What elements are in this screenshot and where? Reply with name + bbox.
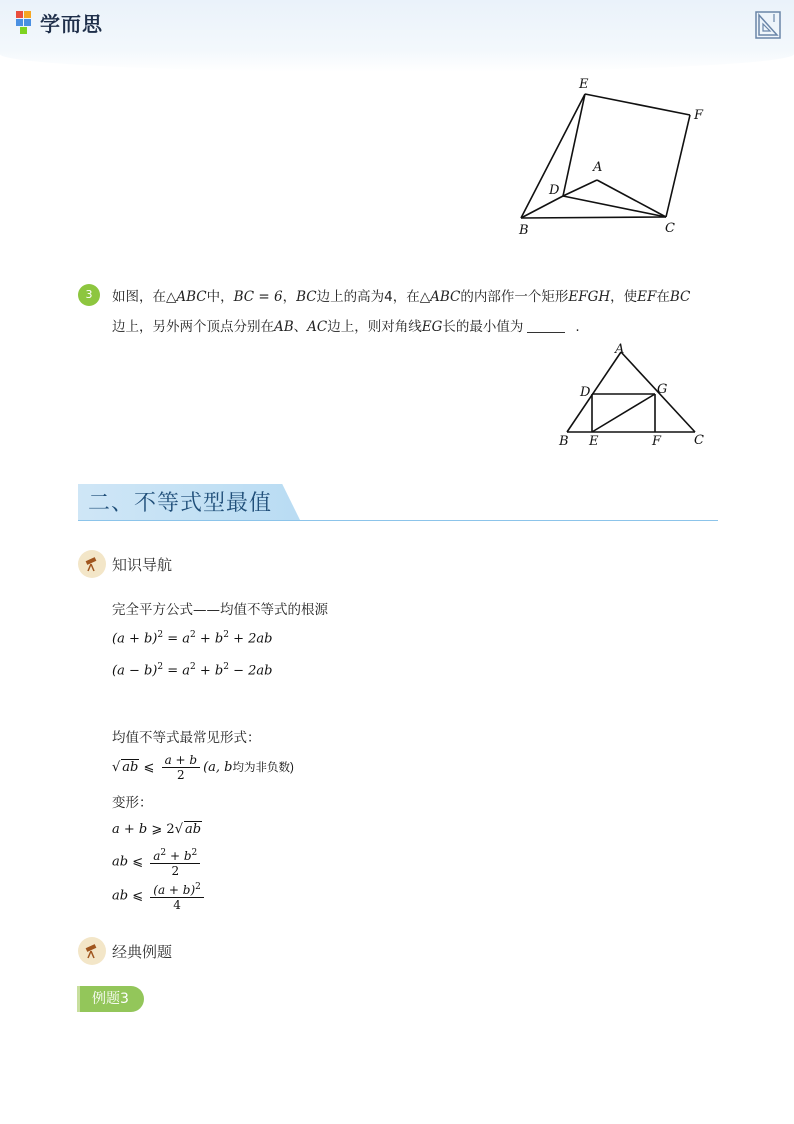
problem-line-1: 如图，在△ABC中，BC = 6，BC边上的高为4，在△ABC的内部作一个矩形EFGH，使EF在BC <box>112 289 691 305</box>
variant-1: a + b ⩾ 2√ ab <box>112 822 202 837</box>
page-header <box>0 0 794 72</box>
problem-3 <box>78 282 718 342</box>
classic-examples-heading: 经典例题 <box>78 937 172 965</box>
inequality-main: √ ab ⩽ $\frac{a + b}{2}$ (a, b均为非负数) <box>112 753 294 782</box>
telescope-icon <box>78 550 106 578</box>
label-E: E <box>579 77 589 92</box>
example-tag: 例题3 <box>78 986 144 1012</box>
label-A: A <box>615 342 625 357</box>
section-banner <box>78 482 718 522</box>
knowledge-intro: 完全平方公式——均值不等式的根源 <box>112 602 328 618</box>
section-title: 二、不等式型最值 <box>88 491 273 516</box>
label-C: C <box>694 433 704 448</box>
label-B: B <box>559 434 569 449</box>
variant-label: 变形： <box>112 795 153 811</box>
problem-line-2: 边上，另外两个顶点分别在AB、AC边上，则对角线EG长的最小值为 . <box>112 319 580 335</box>
ruler-triangle-icon <box>754 10 782 40</box>
label-C: C <box>665 221 675 236</box>
geometry-figure-square <box>500 70 720 245</box>
brand-name: 学而思 <box>40 11 103 36</box>
knowledge-heading: 知识导航 <box>78 550 172 578</box>
problem-number-badge: 3 <box>78 284 100 306</box>
label-D: D <box>549 183 560 198</box>
label-G: G <box>657 382 668 397</box>
brand-logo-icon <box>14 9 36 35</box>
formula-square-sum: $(a + b)^2 = a^2 + b^2 + 2ab$ <box>112 630 273 647</box>
common-form-label: 均值不等式最常见形式： <box>112 730 261 746</box>
label-F: F <box>652 434 662 449</box>
telescope-icon <box>78 937 106 965</box>
label-E: E <box>589 434 599 449</box>
label-A: A <box>593 160 603 175</box>
answer-blank[interactable] <box>527 318 565 333</box>
problem-statement <box>112 282 718 342</box>
brand-logo <box>14 8 103 36</box>
formula-square-diff: $(a - b)^2 = a^2 + b^2 - 2ab$ <box>112 662 273 679</box>
geometry-figure-rectangle <box>555 340 715 450</box>
label-D: D <box>580 385 591 400</box>
label-F: F <box>694 108 704 123</box>
variant-2: ab ⩽ $\frac{a^2 + b^2}{2}$ <box>112 846 203 878</box>
variant-3: ab ⩽ $\frac{(a + b)^2}{4}$ <box>112 880 207 912</box>
label-B: B <box>519 223 529 238</box>
